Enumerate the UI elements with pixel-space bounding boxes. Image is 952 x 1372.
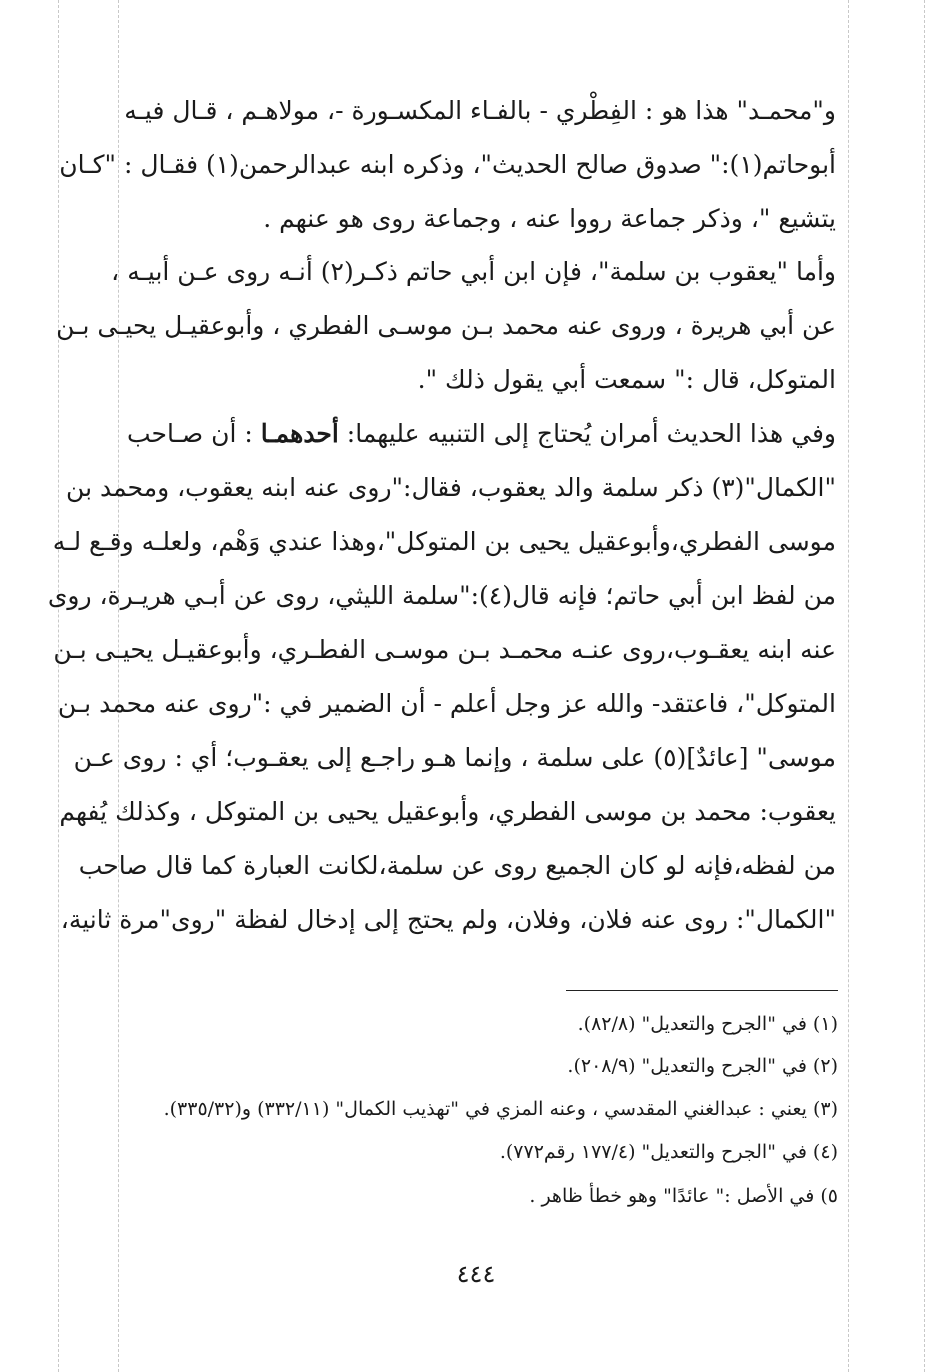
text-segment: : أن صـاحب: [126, 419, 261, 448]
text-line: "الكمال"(٣) ذكر سلمة والد يعقوب، فقال:"روى عنه ابنه يعقوب، ومحمد بن: [66, 473, 836, 502]
text-line: المتوكل، قال :" سمعت أبي يقول ذلك ".: [417, 365, 836, 394]
text-line: المتوكل"، فاعتقد- والله عز وجل أعلم - أن الضمير في :"روى عنه محمد بـن: [57, 689, 836, 718]
text-line: من لفظه،فإنه لو كان الجميع روى عن سلمة،لكانت العبارة كما قال صاحب: [78, 851, 836, 880]
footnote-1: (١) في "الجرح والتعديل" (٨٢/٨).: [577, 1013, 838, 1035]
text-line: أبوحاتم(١):" صدوق صالح الحديث"، وذكره ابنه عبدالرحمن(١) فقـال : "كـان: [59, 150, 836, 179]
footnote-2: (٢) في "الجرح والتعديل" (٢٠٨/٩).: [567, 1055, 838, 1077]
bold-term: أحدهمـا: [260, 419, 339, 448]
footnote-separator: [566, 990, 838, 991]
text-line: من لفظ ابن أبي حاتم؛ فإنه قال(٤):"سلمة الليثي، روى عن أبـي هريـرة، روى: [47, 581, 836, 610]
text-line: عن أبي هريرة ، وروى عنه محمد بـن موسـى الفطري ، وأبوعقيـل يحيـى بـن: [56, 311, 836, 340]
footnote-4: (٤) في "الجرح والتعديل" (١٧٧/٤ رقم٧٧٢).: [499, 1141, 838, 1163]
text-segment: وفي هذا الحديث أمران يُحتاج إلى التنبيه عليهما:: [338, 419, 836, 448]
paragraph-two-remarks: [47, 407, 836, 947]
text-line: وأما "يعقوب بن سلمة"، فإن ابن أبي حاتم ذكـر(٢) أنـه روى عـن أبيـه ،: [111, 257, 836, 286]
page-number: ٤٤٤: [456, 1260, 496, 1288]
footnote-3: (٣) يعني : عبدالغني المقدسي ، وعنه المزي في "تهذيب الكمال" (٣٣٢/١١) و(٣٣٥/٣٢).: [163, 1098, 838, 1120]
text-line: و"محمـد" هذا هو : الفِطْري - بالفـاء المكسـورة -، مولاهـم ، قـال فيـه: [124, 96, 836, 125]
text-line: [128, 407, 836, 461]
text-line: يتشيع "، وذكر جماعة رووا عنه ، وجماعة روى هو عنهم .: [263, 204, 836, 233]
text-line: عنه ابنه يعقـوب،روى عنـه محمـد بـن موسـى الفطـري، وأبوعقيـل يحيـى بـن: [53, 635, 836, 664]
text-line: يعقوب: محمد بن موسى الفطري، وأبوعقيل يحيى بن المتوكل ، وكذلك يُفهم: [59, 797, 836, 826]
paragraph-muhammad-al-fitri: [59, 84, 836, 246]
text-line: "الكمال": روى عنه فلان، وفلان، ولم يحتج إلى إدخال لفظة "روى"مرة ثانية،: [60, 905, 836, 934]
footnote-5: ٥) في الأصل :" عائدًا" وهو خطأ ظاهر .: [529, 1185, 838, 1207]
paragraph-yaqub-ibn-salama: [56, 245, 836, 407]
text-line: موسى" [عائدٌ](٥) على سلمة ، وإنما هـو راجـع إلى يعقـوب؛ أي : روى عـن: [73, 743, 836, 772]
text-line: موسى الفطري،وأبوعقيل يحيى بن المتوكل"،وهذا عندي وَهْم، ولعلـه وقـع لـه: [52, 527, 836, 556]
